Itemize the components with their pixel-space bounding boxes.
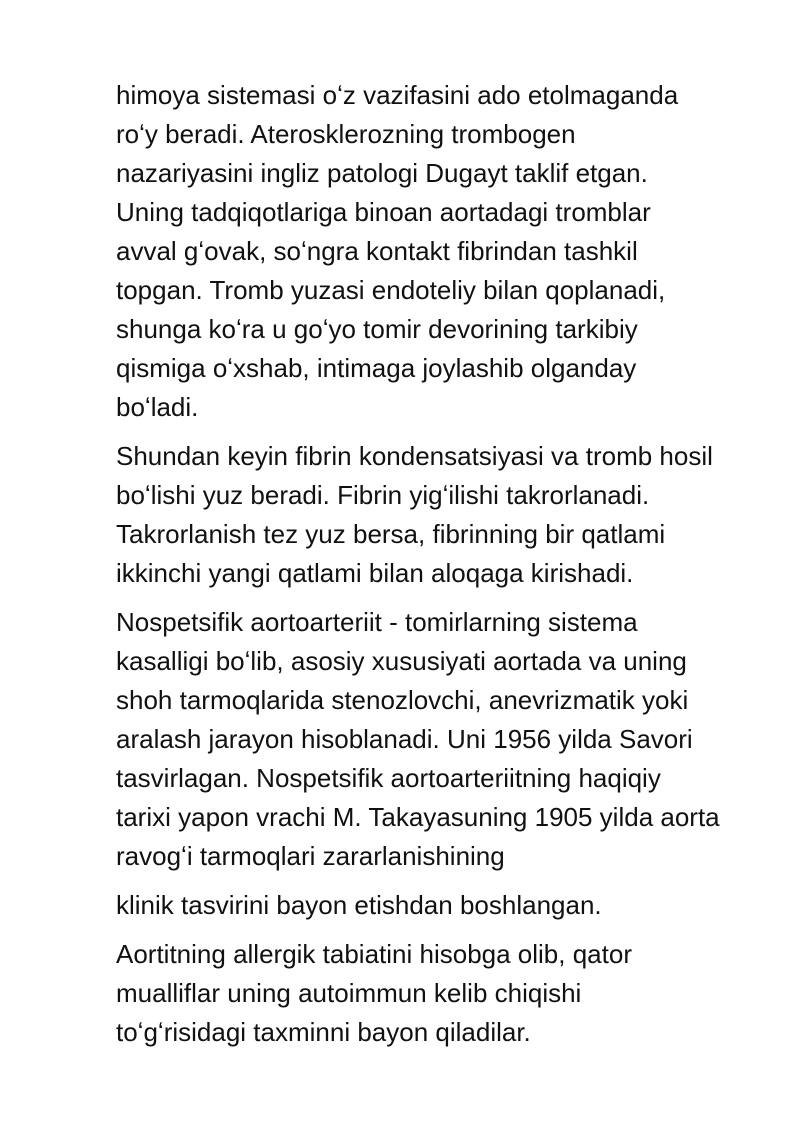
text-line: ravogʻi tarmoqlari zararlanishining xyxy=(116,841,505,871)
text-line: nazariyasini ingliz patologi Dugayt taklif etgan. xyxy=(116,158,648,188)
paragraph xyxy=(116,437,756,593)
text-line: ikkinchi yangi qatlami bilan aloqaga kirishadi. xyxy=(116,558,634,588)
paragraph xyxy=(116,886,756,925)
text-line: tarixi yapon vrachi M. Takayasuning 1905 yilda aorta xyxy=(116,802,720,832)
text-line: himoya sistemasi oʻz vazifasini ado etolmaganda xyxy=(116,80,679,110)
text-line: boʻladi. xyxy=(116,392,199,422)
paragraph xyxy=(116,935,756,1052)
text-line: toʻgʻrisidagi taxminni bayon qiladilar. xyxy=(116,1017,531,1047)
text-line: shunga koʻra u goʻyo tomir devorining tarkibiy xyxy=(116,314,638,344)
text-line: avval gʻovak, soʻngra kontakt fibrindan tashkil xyxy=(116,236,638,266)
text-line: Shundan keyin fibrin kondensatsiyasi va tromb hosil xyxy=(116,441,713,471)
text-line: shoh tarmoqlarida stenozlovchi, anevrizmatik yoki xyxy=(116,685,689,715)
text-line: kasalligi boʻlib, asosiy xususiyati aortada va uning xyxy=(116,646,687,676)
text-line: Nospetsifik aortoarteriit - tomirlarning sistema xyxy=(116,607,638,637)
paragraph xyxy=(116,603,756,876)
paragraph xyxy=(116,76,756,427)
text-line: Takrorlanish tez yuz bersa, fibrinning bir qatlami xyxy=(116,519,666,549)
text-line: Aortitning allergik tabiatini hisobga olib, qator xyxy=(116,939,632,969)
text-line: topgan. Tromb yuzasi endoteliy bilan qoplanadi, xyxy=(116,275,666,305)
text-line: aralash jarayon hisoblanadi. Uni 1956 yilda Savori xyxy=(116,724,693,754)
document-page xyxy=(116,76,756,1062)
text-line: klinik tasvirini bayon etishdan boshlangan. xyxy=(116,890,602,920)
text-line: boʻlishi yuz beradi. Fibrin yigʻilishi takrorlanadi. xyxy=(116,480,650,510)
text-line: Uning tadqiqotlariga binoan aortadagi tromblar xyxy=(116,197,651,227)
text-line: roʻy beradi. Aterosklerozning trombogen xyxy=(116,119,576,149)
text-line: mualliflar uning autoimmun kelib chiqishi xyxy=(116,978,582,1008)
text-line: qismiga oʻxshab, intimaga joylashib olganday xyxy=(116,353,637,383)
text-line: tasvirlagan. Nospetsifik aortoarteriitning haqiqiy xyxy=(116,763,661,793)
